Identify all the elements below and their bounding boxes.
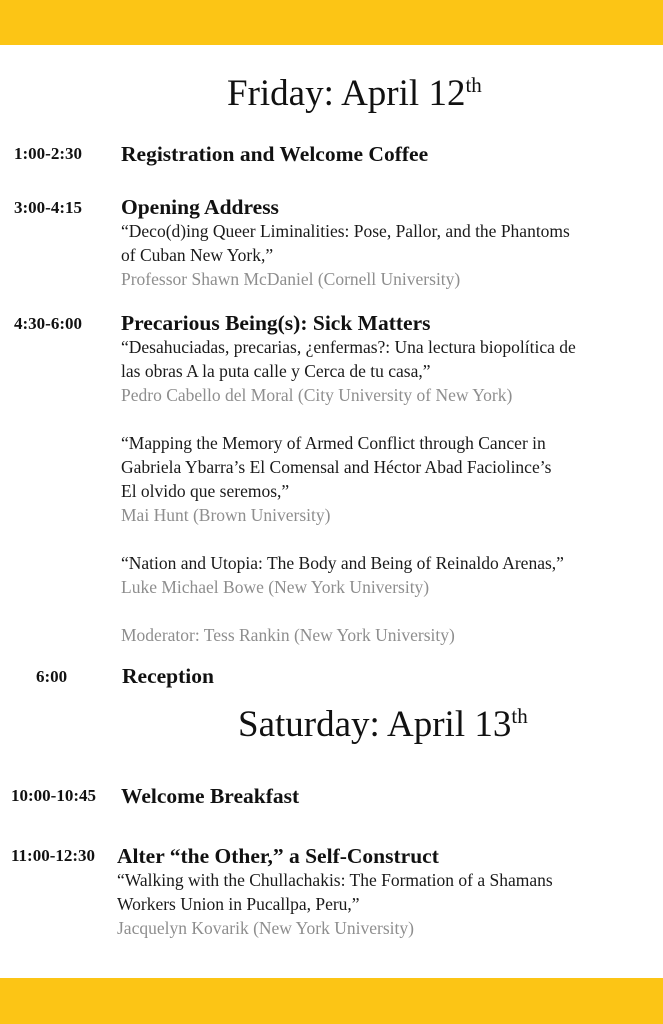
session-heading: Alter “the Other,” a Self-Construct <box>117 844 439 868</box>
talk-entry <box>121 335 651 407</box>
session-time: 4:30-6:00 <box>14 314 82 333</box>
session-time: 10:00-10:45 <box>11 786 96 805</box>
talk-title: “Deco(d)ing Queer Liminalities: Pose, Pallor, and the Phantoms of Cuban New York,” <box>121 221 570 265</box>
talk-title: “Desahuciadas, precarias, ¿enfermas?: Una lectura biopolítica de las obras A la puta calle y Cerca de tu casa,” <box>121 337 576 381</box>
talk-entry <box>121 219 651 291</box>
session-time: 11:00-12:30 <box>11 846 96 865</box>
saturday-title: Saturday: April 13th <box>238 704 528 745</box>
top-banner <box>0 0 663 45</box>
talk-entry <box>117 868 647 940</box>
talk-title: “Mapping the Memory of Armed Conflict through Cancer in Gabriela Ybarra’s El Comensal and Héctor Abad Faciolince’s El olvido que seremos,” <box>121 433 552 501</box>
session-time: 6:00 <box>36 667 68 686</box>
moderator-entry <box>121 623 651 647</box>
talk-title: “Walking with the Chullachakis: The Formation of a Shamans Workers Union in Pucallpa, Peru,” <box>117 870 553 914</box>
talk-presenter: Professor Shawn McDaniel (Cornell University) <box>121 269 461 289</box>
talk-entry <box>121 551 651 599</box>
session-heading: Welcome Breakfast <box>121 784 300 808</box>
session-heading: Opening Address <box>121 195 279 219</box>
session-heading: Registration and Welcome Coffee <box>121 142 429 166</box>
talk-presenter: Luke Michael Bowe (New York University) <box>121 577 430 597</box>
session-heading: Precarious Being(s): Sick Matters <box>121 311 431 335</box>
session-moderator: Moderator: Tess Rankin (New York University) <box>121 625 455 645</box>
session-time: 1:00-2:30 <box>14 144 82 163</box>
talk-entry <box>121 431 651 527</box>
session-time: 3:00-4:15 <box>14 198 82 217</box>
talk-presenter: Mai Hunt (Brown University) <box>121 505 331 525</box>
talk-title: “Nation and Utopia: The Body and Being of Reinaldo Arenas,” <box>121 553 564 573</box>
session-heading: Reception <box>122 664 214 688</box>
talk-presenter: Jacquelyn Kovarik (New York University) <box>117 918 414 938</box>
friday-title: Friday: April 12th <box>227 73 482 114</box>
talk-presenter: Pedro Cabello del Moral (City University of New York) <box>121 385 513 405</box>
bottom-banner <box>0 978 663 1024</box>
